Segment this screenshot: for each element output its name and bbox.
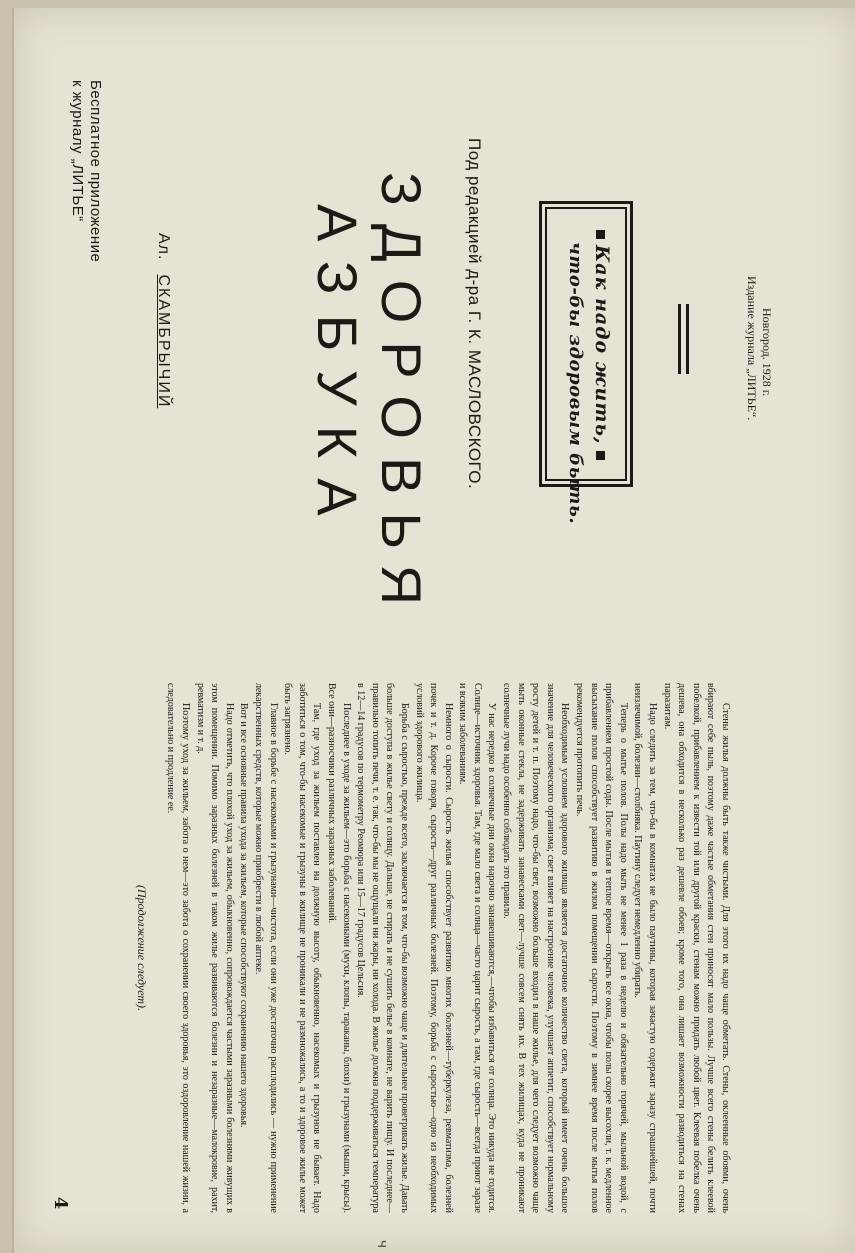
paragraph: Там, где уход за жильем поставлен на должную высоту, обыкновенно, насекомых и грызунов не бывает. Надо заботиться о том, что-бы насекомые и грызуны в жилище не проникали и не размножались, а то и здоровое жилье может быть загрязнено. [282, 683, 323, 1213]
paragraph: Надо следить за тем, что-бы в комнатах не было паутины, которая зачастую содержит заразу страшнейшей, почти неизлечимой, болезни—столбняка. Паутину следует немедленно убирать. [632, 683, 659, 1213]
paragraph: Вот и все основные правила ухода за жильем, которые способствуют сохранению нашего здоровья. [238, 703, 250, 1128]
paragraph: Стены жилья должны быть также чистыми. Для этого их надо чаще обметать. Стены, оклеенные обоями, очень вбирают себе пыль, поэтому даже частые обметания стен приносят мало пользы. Лучше всего стены белить клеевой побелкой, прибавлением к извести той или другой краски, стенам можно придать любой цвет. Клеевая побелка очень дешева, она обходится в несколько раз дешевле обоев; кроме того, она лишает возможности разводиться на стенах паразитам. [661, 683, 731, 1213]
motto-line-1: Как надо жить, [591, 224, 613, 466]
author-initial: Ал. [155, 233, 172, 261]
supplement-journal-line: к журналу „ЛИТЬЕ“ [69, 80, 86, 222]
paragraph: Необходимым условием здорового жилища является достаточное количество света, который имеет очень большое значение для человеческого организма; свет влияет на настроение человека, улучшает аппетит, способствует нормальному росту детей и т. п. Поэтому надо, что-бы свет, возможно больше входил в наше жилье, для чего следует возможно чаще мыть оконные стекла, не задерживать занавесками свет—лучше совсем снять их. В тех жилищах, куда не проникают солнечные лучи надо особенно соблюдать это правило. [501, 683, 571, 1213]
supplement-line: Бесплатное приложение [87, 80, 104, 263]
paragraph: Надо отметить, что плохой уход за жильем, обыкновенно, сопровождается частыми заразными болезнями живущих в этом помещении. Помимо заразных болезней в таком жилье развиваются болезни и незаразные—малокровие, рахит, ревматизм и т. д. [194, 683, 235, 1213]
paragraph: Теперь о мытье полов. Полы надо мыть не менее 1 раза в неделю и обязательно горячей, мыльной водой, с прибавлением простой соды. После мытья в теплое время—открыть все окна, чтобы полы скорее высохли, т. к. медленное высыхание полов способствует развитию в жилом помещении сырости. Поэтому в зимнее время после мытья полов рекомендуется протопить печь. [574, 683, 629, 1213]
square-bullet-icon [597, 230, 606, 239]
continued-note: (Продолжение следует). [134, 884, 149, 1012]
imprint-publisher: Издание журнала „ЛИТЬЕ“. [745, 276, 759, 421]
paragraph: У нас нередко в солнечные дни окна нарочно занавешиваются,—чтобы избавиться от солнца. Это никуда не годится. Солнце—источник здоровья. Там, где мало света и солнца—часто царит сырость, а там, где сырость—всегда приют заразе и всяким заболеваниям. [457, 683, 498, 1213]
paragraph: Немного о сырости. Сырость жилья способствует развитию многих болезней—туберкулеза, ревматизма, болезней почек и т. д. Короче говоря, сырость—друг различных болезней. Поэтому, борьба с сыростью—одно из необходимых условий здорового жилища. [413, 683, 454, 1213]
double-rule-right [686, 304, 689, 374]
article-text [92, 683, 732, 1213]
title-line-2: ЗДОРОВЬЯ [370, 172, 433, 624]
paragraph: Поэтому уход за жильем, забота о нем—это забота о сохранении своего здоровья, это оздоровление нашей жизни, а следовательно и продление ее. [165, 683, 192, 1213]
motto-frame [539, 201, 633, 525]
page-number: 4 [50, 1196, 71, 1210]
paragraph: Последнее в уходе за жильем—это борьба с насекомыми (мухи, клопы, тараканы, блохи) и грызунами (мыши, крысы). Все они—разносчики различных заразных заболеваний. [325, 683, 352, 1213]
editor-line: Под редакцией д-ра Г. К. МАСЛОВСКОГО. [465, 138, 484, 490]
double-rule-left [678, 304, 681, 374]
title-line-1: АЗБУКА [306, 204, 369, 536]
pencil-mark: ч [374, 1239, 391, 1249]
author-surname: СКАМБРЫЧИЙ [155, 274, 172, 409]
motto-line-2: что-бы здоровым быть. [565, 242, 586, 525]
imprint-place-year: Новгород. 1928 г. [760, 308, 774, 397]
square-bullet-icon [597, 451, 606, 460]
author-line [154, 233, 172, 408]
paragraph: Главное в борьбе с насекомыми и грызунами—чистота, если они уже достаточно расплодились — нужно применение лекарственных средств, которые можно приобрести в любой аптеке. [253, 683, 279, 1213]
scanned-page [12, 8, 855, 1253]
paragraph: Борьба с сыростью, прежде всего, заключается в том, что-бы возможно чаще и длительнее проветривать жилье. Давать больше доступа в жилье свету и солнцу. Дальше, не стирать и не сушить белье в комнате, не варить пищу. И последнее—правильно топить печи, т. е. так, что-бы мы не ощущали ни жары, ни холода. В жилье должна поддерживаться температура в 12—14 градусов по термометру Реомюра или 15—17 градусов Цельсия. [355, 683, 410, 1213]
